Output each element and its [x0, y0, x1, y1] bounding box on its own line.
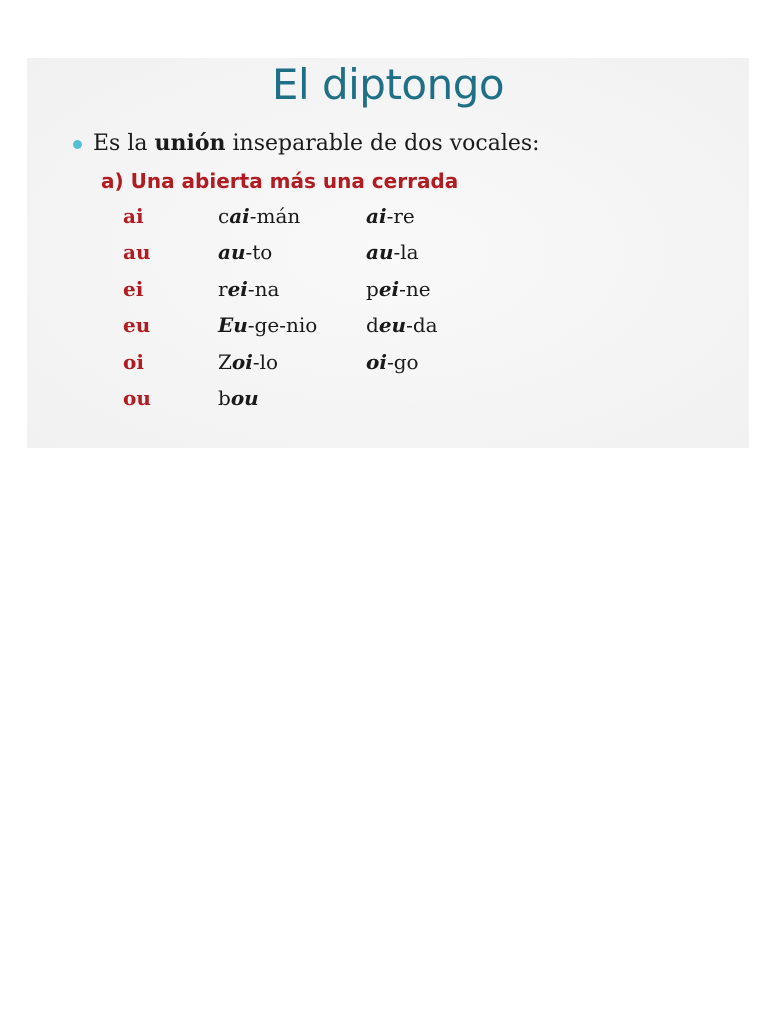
vowel-pair: oi	[123, 349, 144, 374]
example-word-2: oi-go	[366, 349, 419, 374]
vowel-pair: eu	[123, 313, 151, 338]
example-word-1: Zoi-lo	[218, 349, 279, 374]
example-word-2: ai-re	[366, 204, 415, 228]
example-word-2: pei-ne	[366, 276, 431, 301]
example-word-1: rei-na	[218, 276, 280, 301]
subheading: a) Una abierta más una cerrada	[101, 169, 459, 193]
slide	[27, 58, 749, 448]
example-word-2: au-la	[366, 240, 419, 265]
slide-title: El diptongo	[271, 60, 505, 109]
example-word-1: au-to	[218, 240, 273, 265]
vowel-pair: ou	[123, 385, 151, 410]
example-word-1: Eu-ge-nio	[218, 313, 318, 338]
bullet-text	[93, 130, 540, 156]
bullet-dot-icon	[73, 140, 82, 149]
bullet-bold-word: unión	[154, 130, 226, 156]
bullet-prefix: Es la	[93, 131, 155, 156]
example-word-1: cai-mán	[218, 204, 301, 228]
bullet-suffix: inseparable de dos vocales:	[225, 131, 540, 156]
vowel-pair: ei	[123, 276, 144, 301]
example-word-1: bou	[218, 385, 259, 410]
vowel-pair: ai	[123, 204, 144, 228]
example-word-2: deu-da	[366, 313, 438, 338]
vowel-pair: au	[123, 240, 151, 265]
